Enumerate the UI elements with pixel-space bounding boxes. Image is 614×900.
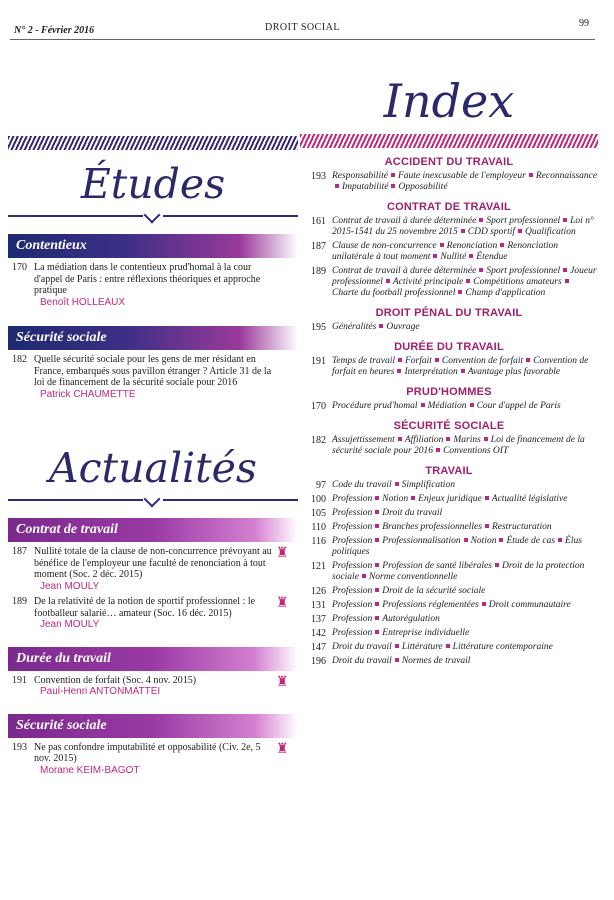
article-entry (8, 742, 298, 777)
index-page-number: 147 (311, 642, 326, 653)
index-entry (300, 522, 598, 533)
spacer (8, 400, 298, 410)
square-bullet-icon (461, 369, 465, 373)
section-band (8, 234, 298, 258)
index-term: Profession (332, 628, 373, 638)
index-page-number: 100 (311, 494, 326, 505)
section-band (8, 714, 298, 738)
article-text (34, 354, 298, 400)
square-bullet-icon (397, 369, 401, 373)
square-bullet-icon (499, 538, 503, 542)
square-bullet-icon (500, 243, 504, 247)
square-bullet-icon (526, 358, 530, 362)
article-page-number: 182 (12, 354, 27, 365)
index-page-number: 137 (311, 614, 326, 625)
index-terms (332, 435, 598, 457)
chevron-divider-icon (8, 496, 298, 510)
index-entry (300, 435, 598, 457)
index-term: Charte du football professionnel (332, 288, 456, 298)
index-term: Profession (332, 586, 373, 596)
square-bullet-icon (435, 358, 439, 362)
article-entry (8, 675, 298, 698)
index-entry (300, 266, 598, 299)
index-term: Nullité (440, 252, 467, 262)
square-bullet-icon (485, 524, 489, 528)
index-terms (332, 241, 598, 263)
index-term: Droit communautaire (488, 600, 571, 610)
person-icon: ♜ (276, 741, 289, 757)
left-column (8, 40, 298, 784)
section-band-label: Durée du travail (8, 647, 298, 671)
square-bullet-icon (375, 510, 379, 514)
article-page-number: 193 (12, 741, 27, 753)
section-band (8, 518, 298, 542)
index-entry (300, 586, 598, 597)
index-section-title: TRAVAIL (425, 465, 473, 477)
index-section-title: DURÉE DU TRAVAIL (394, 341, 504, 353)
index-term: Droit de la protection sociale (332, 561, 585, 582)
index-entry (300, 171, 598, 193)
index-terms (332, 642, 598, 653)
square-bullet-icon (398, 358, 402, 362)
square-bullet-icon (563, 218, 567, 222)
index-terms (332, 494, 598, 505)
article-entry (8, 354, 298, 400)
index-term: Convention de forfait en heures (332, 356, 589, 377)
index-term: Profession (332, 614, 373, 624)
square-bullet-icon (458, 290, 462, 294)
square-bullet-icon (375, 538, 379, 542)
index-terms (332, 614, 598, 625)
index-term: Imputabilité (342, 182, 389, 192)
article-author: Jean MOULY (40, 580, 100, 592)
square-bullet-icon (482, 602, 486, 606)
index-term: Ouvrage (386, 322, 420, 332)
square-bullet-icon (446, 437, 450, 441)
section-band-label: Sécurité sociale (8, 326, 298, 350)
etudes-title: Études (80, 160, 226, 208)
index-term: Conventions OIT (443, 446, 509, 456)
index-terms (332, 266, 598, 299)
index-section-title: DROIT PÉNAL DU TRAVAIL (375, 307, 523, 319)
running-header (10, 18, 595, 40)
index-entry (300, 628, 598, 639)
index-term: Notion (470, 536, 497, 546)
index-term: Profession de santé libérales (382, 561, 492, 571)
person-icon: ♜ (276, 546, 289, 561)
index-entry (300, 494, 598, 505)
index-terms (332, 586, 598, 597)
index-entry (300, 356, 598, 378)
square-bullet-icon (375, 602, 379, 606)
square-bullet-icon (375, 496, 379, 500)
index-page-number: 189 (311, 266, 326, 277)
index-section-title: CONTRAT DE TRAVAIL (387, 201, 511, 213)
article-author: Benoît HOLLEAUX (40, 296, 126, 308)
square-bullet-icon (375, 616, 379, 620)
index-entry (300, 614, 598, 625)
index-term: Droit de la sécurité sociale (382, 586, 486, 596)
square-bullet-icon (375, 630, 379, 634)
square-bullet-icon (479, 268, 483, 272)
square-bullet-icon (440, 243, 444, 247)
index-entry (300, 642, 598, 653)
index-term: Champ d'application (465, 288, 546, 298)
index-term: Joueur professionnel (332, 266, 597, 287)
article-author: Patrick CHAUMETTE (40, 388, 136, 400)
index-page-number: 191 (311, 356, 326, 367)
index-term: Restructuration (491, 522, 552, 532)
index-page-number: 170 (311, 401, 326, 412)
index-terms (332, 508, 598, 519)
article-page-number: 170 (12, 262, 27, 273)
chevron-divider-icon (8, 212, 298, 226)
spacer (8, 698, 298, 706)
index-term: Reconnaissance (535, 171, 598, 181)
index-section-title: SÉCURITÉ SOCIALE (393, 420, 505, 432)
index-terms (332, 600, 598, 611)
hatch-divider-etudes (8, 136, 298, 150)
index-term: Opposabilité (398, 182, 448, 192)
index-page-number: 121 (311, 561, 326, 572)
square-bullet-icon (395, 658, 399, 662)
right-column (300, 40, 598, 667)
index-term: Compétitions amateurs (473, 277, 562, 287)
square-bullet-icon (446, 644, 450, 648)
actualites-title: Actualités (49, 444, 257, 492)
index-entry (300, 561, 598, 583)
index-term: Profession (332, 494, 373, 504)
index-term: Droit du travail (332, 642, 392, 652)
index-term: Normes de travail (401, 656, 471, 666)
square-bullet-icon (375, 563, 379, 567)
square-bullet-icon (335, 184, 339, 188)
square-bullet-icon (436, 448, 440, 452)
square-bullet-icon (484, 437, 488, 441)
square-bullet-icon (362, 574, 366, 578)
article-title: Nullité totale de la clause de non-concurrence prévoyant au bénéfice de l'employeur une faculté de renonciation à tout moment (Soc. 2 déc. 2015) (34, 546, 272, 580)
index-page-number: 105 (311, 508, 326, 519)
square-bullet-icon (464, 538, 468, 542)
index-term: Assujettissement (332, 435, 395, 445)
square-bullet-icon (398, 437, 402, 441)
article-text (34, 546, 298, 592)
index-term: Clause de non-concurrence (332, 241, 437, 251)
actualites-list (8, 518, 298, 784)
square-bullet-icon (495, 563, 499, 567)
index-page-number: 196 (311, 656, 326, 667)
index-entry (300, 508, 598, 519)
index-page-number: 97 (316, 480, 326, 491)
index-term: Médiation (427, 401, 467, 411)
person-icon: ♜ (276, 674, 289, 690)
index-section-title: ACCIDENT DU TRAVAIL (384, 156, 514, 168)
article-text (34, 596, 298, 631)
index-term: Renonciation (446, 241, 498, 251)
index-terms (332, 171, 598, 193)
index-entry (300, 480, 598, 491)
index-term: Contrat de travail à durée déterminée (332, 266, 477, 276)
index-page-number: 110 (311, 522, 326, 533)
index-term: Autorégulation (382, 614, 440, 624)
square-bullet-icon (518, 229, 522, 233)
square-bullet-icon (485, 496, 489, 500)
square-bullet-icon (411, 496, 415, 500)
square-bullet-icon (433, 254, 437, 258)
person-icon: ♜ (276, 596, 289, 611)
index-term: Notion (382, 494, 409, 504)
index-entry (300, 536, 598, 558)
index-terms (332, 356, 598, 378)
index-terms (332, 480, 598, 491)
index-term: Interprétation (404, 367, 458, 377)
spacer (8, 308, 298, 318)
index-terms (332, 536, 598, 558)
index-term: Professionnalisation (382, 536, 461, 546)
index-term: Sport professionnel (486, 216, 561, 226)
article-text (34, 262, 298, 308)
square-bullet-icon (395, 644, 399, 648)
article-title: Quelle sécurité sociale pour les gens de mer résidant en France, embarqués sous pavillon étranger ? Article 31 de la loi de financement de la sécurité sociale pour 2016 (34, 354, 272, 388)
index-term: Avantage plus favorable (467, 367, 561, 377)
hatch-divider-index (300, 134, 598, 148)
square-bullet-icon (466, 279, 470, 283)
article-page-number: 191 (12, 674, 27, 686)
spacer (8, 776, 298, 784)
article-title: De la relativité de la notion de sportif professionnel : le footballeur salarié… amateur (Soc. 16 déc. 2015) (34, 596, 256, 619)
index-term: Professions réglementées (382, 600, 479, 610)
page-number: 99 (579, 18, 589, 29)
index-term: Entreprise individuelle (382, 628, 470, 638)
index-entry (300, 216, 598, 238)
index-terms (332, 561, 598, 583)
index-page-number: 116 (311, 536, 326, 547)
square-bullet-icon (421, 403, 425, 407)
article-title: La médiation dans le contentieux prud'homal à la cour d'appel de Paris : entre réflexions théoriques et approche pratique (34, 262, 261, 296)
index-term: Procédure prud'homal (332, 401, 418, 411)
index-page-number: 193 (311, 171, 326, 182)
index-page-number: 126 (311, 586, 326, 597)
square-bullet-icon (391, 173, 395, 177)
etudes-list (8, 234, 298, 410)
index-term: Marins (453, 435, 481, 445)
index-page-number: 182 (311, 435, 326, 446)
square-bullet-icon (391, 184, 395, 188)
index-section-title: PRUD'HOMMES (406, 386, 492, 398)
index-term: Norme conventionnelle (368, 572, 458, 582)
article-author: Morane KEIM-BAGOT (40, 764, 140, 776)
index-term: Convention de forfait (441, 356, 524, 366)
index-term: Sport professionnel (486, 266, 561, 276)
square-bullet-icon (563, 268, 567, 272)
index-terms (332, 628, 598, 639)
square-bullet-icon (379, 324, 383, 328)
article-page-number: 189 (12, 596, 27, 607)
index-term: Affiliation (404, 435, 444, 445)
index-term: Profession (332, 508, 373, 518)
index-term: Profession (332, 536, 373, 546)
square-bullet-icon (386, 279, 390, 283)
article-author: Paul-Henri ANTONMATTEI (40, 686, 161, 697)
index-terms (332, 522, 598, 533)
article-entry (8, 596, 298, 631)
square-bullet-icon (529, 173, 533, 177)
index-term: Généralités (332, 322, 377, 332)
square-bullet-icon (395, 482, 399, 486)
article-text (34, 742, 298, 777)
square-bullet-icon (375, 524, 379, 528)
square-bullet-icon (470, 403, 474, 407)
issue-label: N° 2 - Février 2016 (14, 25, 95, 36)
index-page-number: 142 (311, 628, 326, 639)
index-term: Élus politiques (332, 536, 582, 557)
square-bullet-icon (479, 218, 483, 222)
index-term: Code du travail (332, 480, 392, 490)
index-term: Branches professionnelles (382, 522, 482, 532)
index-terms (332, 401, 598, 412)
index-term: Étendue (476, 252, 508, 262)
section-band-label: Contentieux (8, 234, 298, 258)
index-page-number: 131 (311, 600, 326, 611)
index-term: Responsabilité (332, 171, 388, 181)
index-term: Renonciation unilatérale à tout moment (332, 241, 558, 262)
index-term: Loi de financement de la sécurité sociale pour 2016 (332, 435, 585, 456)
article-title: Ne pas confondre imputabilité et opposabilité (Civ. 2e, 5 nov. 2015) (34, 741, 261, 764)
section-band-label: Contrat de travail (8, 518, 298, 542)
index-entry (300, 241, 598, 263)
article-page-number: 187 (12, 546, 27, 557)
index-term: Étude de cas (506, 536, 556, 546)
index-term: Littérature (401, 642, 443, 652)
index-term: Actualité législative (491, 494, 568, 504)
section-band (8, 647, 298, 671)
square-bullet-icon (375, 588, 379, 592)
article-author: Jean MOULY (40, 619, 100, 630)
index-term: Faute inexcusable de l'employeur (397, 171, 526, 181)
index-term: CDD sportif (467, 227, 516, 237)
article-title: Convention de forfait (Soc. 4 nov. 2015) (34, 674, 197, 686)
index-list (300, 156, 598, 667)
journal-title: DROIT SOCIAL (265, 22, 340, 33)
index-entry (300, 656, 598, 667)
square-bullet-icon (469, 254, 473, 258)
section-band (8, 326, 298, 350)
index-term: Qualification (525, 227, 576, 237)
square-bullet-icon (558, 538, 562, 542)
index-term: Contrat de travail à durée déterminée (332, 216, 477, 226)
index-term: Cour d'appel de Paris (476, 401, 561, 411)
index-term: Temps de travail (332, 356, 395, 366)
index-terms (332, 322, 598, 333)
index-page-number: 161 (311, 216, 326, 227)
index-entry (300, 401, 598, 412)
index-term: Forfait (404, 356, 432, 366)
index-terms (332, 216, 598, 238)
article-entry (8, 546, 298, 592)
index-term: Activité principale (392, 277, 464, 287)
index-term: Enjeux juridique (418, 494, 482, 504)
index-term: Simplification (401, 480, 455, 490)
article-text (34, 675, 298, 698)
square-bullet-icon (565, 279, 569, 283)
index-term: Droit du travail (332, 656, 392, 666)
article-entry (8, 262, 298, 308)
index-title: Index (383, 74, 515, 128)
index-term: Profession (332, 561, 373, 571)
index-term: Profession (332, 600, 373, 610)
index-term: Littérature contemporaine (452, 642, 553, 652)
square-bullet-icon (461, 229, 465, 233)
index-term: Loi n° 2015-1541 du 25 novembre 2015 (332, 216, 594, 237)
index-page-number: 195 (311, 322, 326, 333)
index-entry (300, 600, 598, 611)
index-entry (300, 322, 598, 333)
index-page-number: 187 (311, 241, 326, 252)
index-term: Droit du travail (382, 508, 443, 518)
index-term: Profession (332, 522, 373, 532)
index-terms (332, 656, 598, 667)
spacer (8, 631, 298, 639)
section-band-label: Sécurité sociale (8, 714, 298, 738)
